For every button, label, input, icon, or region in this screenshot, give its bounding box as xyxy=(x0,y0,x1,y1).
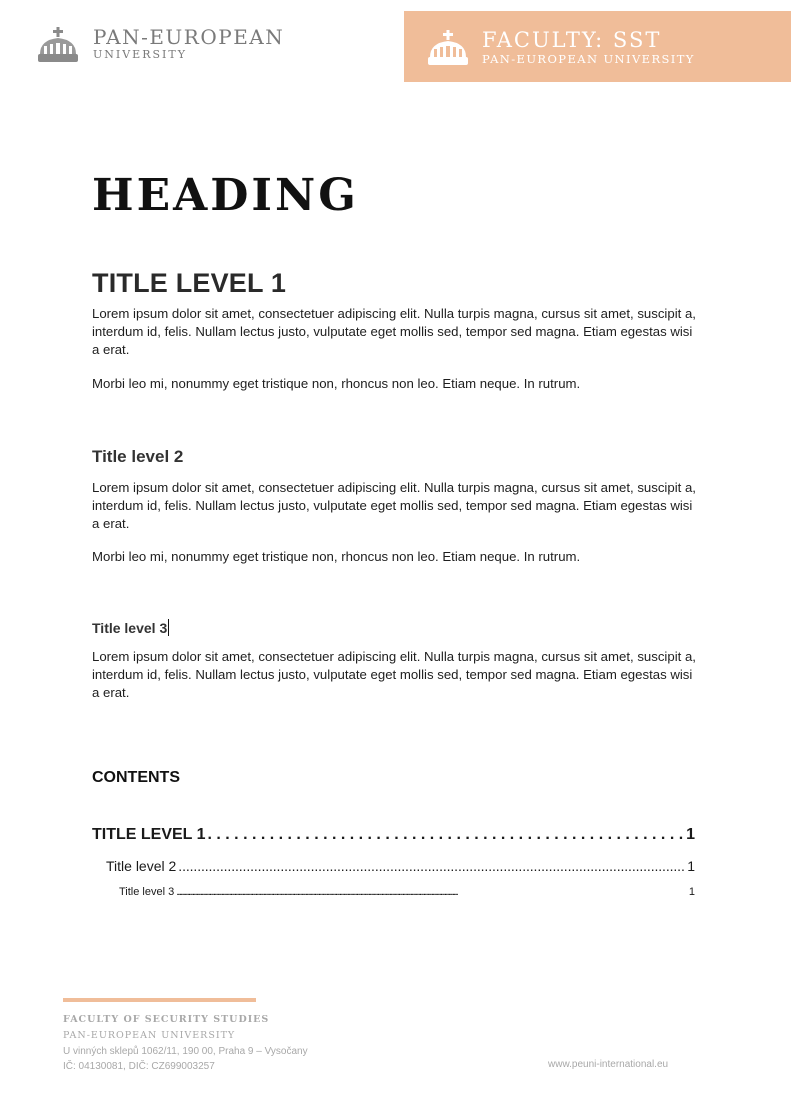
toc-entry-level-3[interactable] xyxy=(119,886,695,898)
page-heading: HEADING xyxy=(92,170,359,221)
toc-entry-level-1[interactable] xyxy=(92,826,695,844)
university-logo xyxy=(36,24,284,64)
footer-website[interactable]: www.peuni-international.eu xyxy=(548,1059,669,1070)
faculty-crown-logo-icon xyxy=(426,27,470,67)
paragraph-lorem-3: Lorem ipsum dolor sit amet, consectetuer adipiscing elit. Nulla turpis magna, cursus sit amet, suscipit a, interdum id, felis. Nullam lectus justo, vulputate eget mollis sed, tempor sed magna. Etiam egestas wisi a erat. xyxy=(92,649,696,700)
footer-university: PAN-EUROPEAN UNIVERSITY xyxy=(63,1030,236,1041)
faculty-banner xyxy=(404,11,791,82)
title-level-2: Title level 2 xyxy=(92,447,184,466)
university-crown-logo-icon xyxy=(36,24,80,64)
footer-address-block xyxy=(63,1012,308,1074)
footer-address: U vinných sklepů 1062/11, 190 00, Praha 9 – Vysočany xyxy=(63,1046,308,1057)
paragraph-lorem-2: Lorem ipsum dolor sit amet, consectetuer adipiscing elit. Nulla turpis magna, cursus sit amet, suscipit a, interdum id, felis. Nullam lectus justo, vulputate eget mollis sed, tempor sed magna. Etiam egestas wisi a erat. xyxy=(92,480,696,531)
toc-entry-label: Title level 3 xyxy=(119,886,175,898)
toc-entry-page: 1 xyxy=(686,826,695,843)
paragraph-lorem-1: Lorem ipsum dolor sit amet, consectetuer adipiscing elit. Nulla turpis magna, cursus sit amet, suscipit a, interdum id, felis. Nullam lectus justo, vulputate eget mollis sed, tempor sed magna. Etiam egestas wisi a erat. xyxy=(92,306,696,357)
toc-entry-page: 1 xyxy=(688,886,695,898)
contents-title: CONTENTS xyxy=(92,769,180,786)
toc-dot-leader xyxy=(178,858,685,874)
university-subtitle: UNIVERSITY xyxy=(93,48,187,61)
paragraph-morbi-2: Morbi leo mi, nonummy eget tristique non, rhoncus non leo. Etiam neque. In rutrum. xyxy=(92,549,581,564)
university-name: PAN-EUROPEAN xyxy=(93,25,285,49)
title-level-3-text: Title level 3 xyxy=(92,620,168,636)
toc-entry-label: Title level 2 xyxy=(106,858,177,874)
footer-accent-bar xyxy=(63,998,256,1002)
toc-entry-level-2[interactable] xyxy=(106,858,695,874)
text-cursor xyxy=(168,619,169,636)
toc-dot-leader xyxy=(208,826,685,844)
toc-entry-page: 1 xyxy=(687,858,695,874)
faculty-name: FACULTY: SST xyxy=(482,27,662,52)
title-level-3[interactable] xyxy=(92,619,169,636)
footer-ids: IČ: 04130081, DIČ: CZ699003257 xyxy=(63,1061,215,1072)
faculty-university: PAN-EUROPEAN UNIVERSITY xyxy=(482,51,695,66)
toc-dot-leader xyxy=(176,886,687,898)
toc-entry-label: TITLE LEVEL 1 xyxy=(92,826,206,843)
footer-faculty: FACULTY OF SECURITY STUDIES xyxy=(63,1014,270,1025)
paragraph-morbi-1: Morbi leo mi, nonummy eget tristique non, rhoncus non leo. Etiam neque. In rutrum. xyxy=(92,376,581,391)
title-level-1: TITLE LEVEL 1 xyxy=(92,268,287,298)
